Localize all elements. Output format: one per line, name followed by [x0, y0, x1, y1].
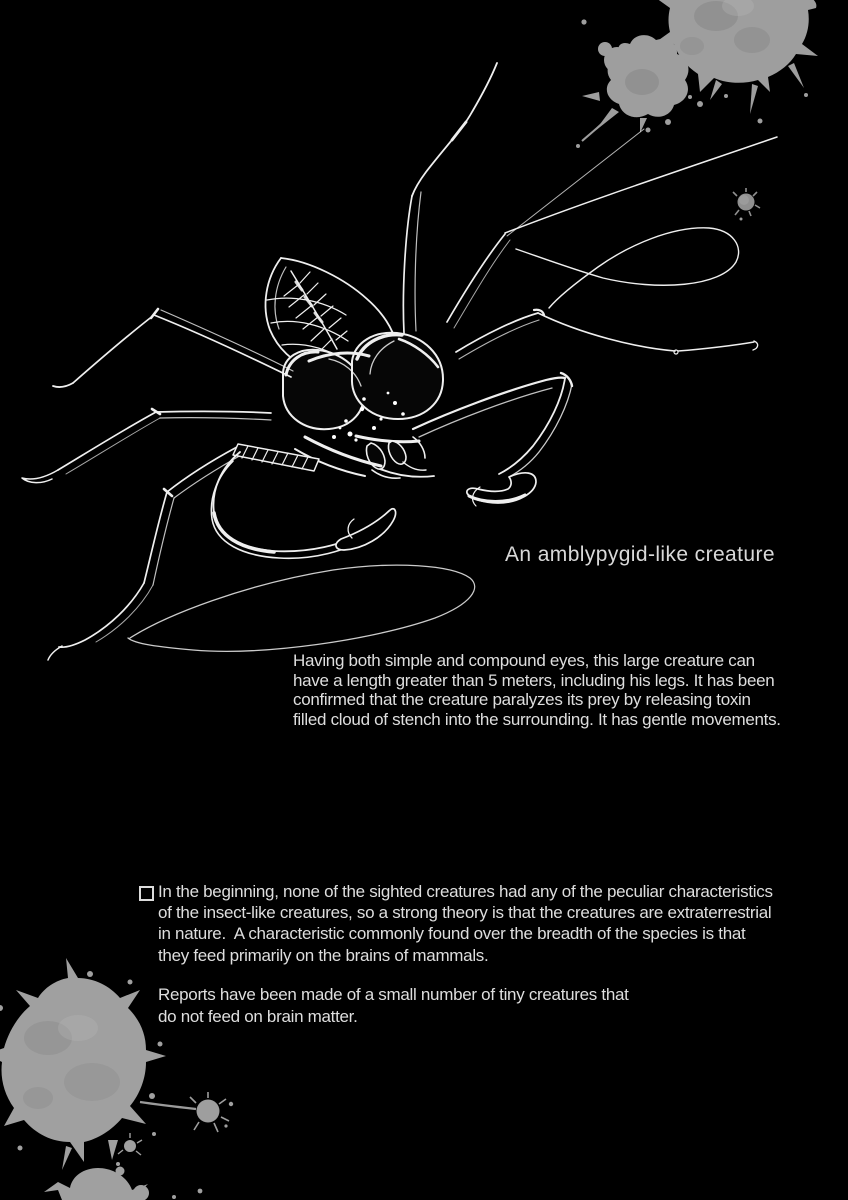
sketch-ellipse	[128, 565, 475, 651]
checkbox-bullet-icon	[139, 886, 154, 901]
creature-head	[283, 333, 443, 429]
ink-blob-medium	[190, 1092, 229, 1132]
ink-splatter-top-right	[576, 0, 818, 221]
description-line: confirmed that the creature paralyzes its prey by releasing toxin	[293, 690, 751, 710]
field-notes-line: of the insect-like creatures, so a strong theory is that the creatures are extraterrestrial	[158, 903, 772, 923]
field-notes-line: in nature. A characteristic commonly found over the breadth of the species is that	[158, 924, 746, 944]
field-notes-line: In the beginning, none of the sighted creatures had any of the peculiar characteristics	[158, 882, 773, 901]
description-line: Having both simple and compound eyes, this large creature can	[293, 651, 755, 670]
ink-dot-small	[733, 188, 760, 221]
addendum-notes	[158, 984, 629, 1027]
creature-sketch	[22, 63, 777, 660]
creature-description	[293, 651, 781, 730]
description-line: filled cloud of stench into the surrounding. It has gentle movements.	[293, 710, 781, 730]
field-notes-line: they feed primarily on the brains of mammals.	[158, 945, 489, 965]
creature-caption-title: An amblypygid-like creature	[505, 543, 775, 566]
description-line: have a length greater than 5 meters, including his legs. It has been	[293, 670, 775, 690]
addendum-line: do not feed on brain matter.	[158, 1006, 358, 1026]
addendum-line: Reports have been made of a small number of tiny creatures that	[158, 985, 629, 1004]
creature-mouthparts	[295, 436, 434, 478]
creature-legs-left	[22, 309, 293, 660]
creature-legs-right	[403, 63, 777, 359]
field-notes	[158, 881, 773, 966]
